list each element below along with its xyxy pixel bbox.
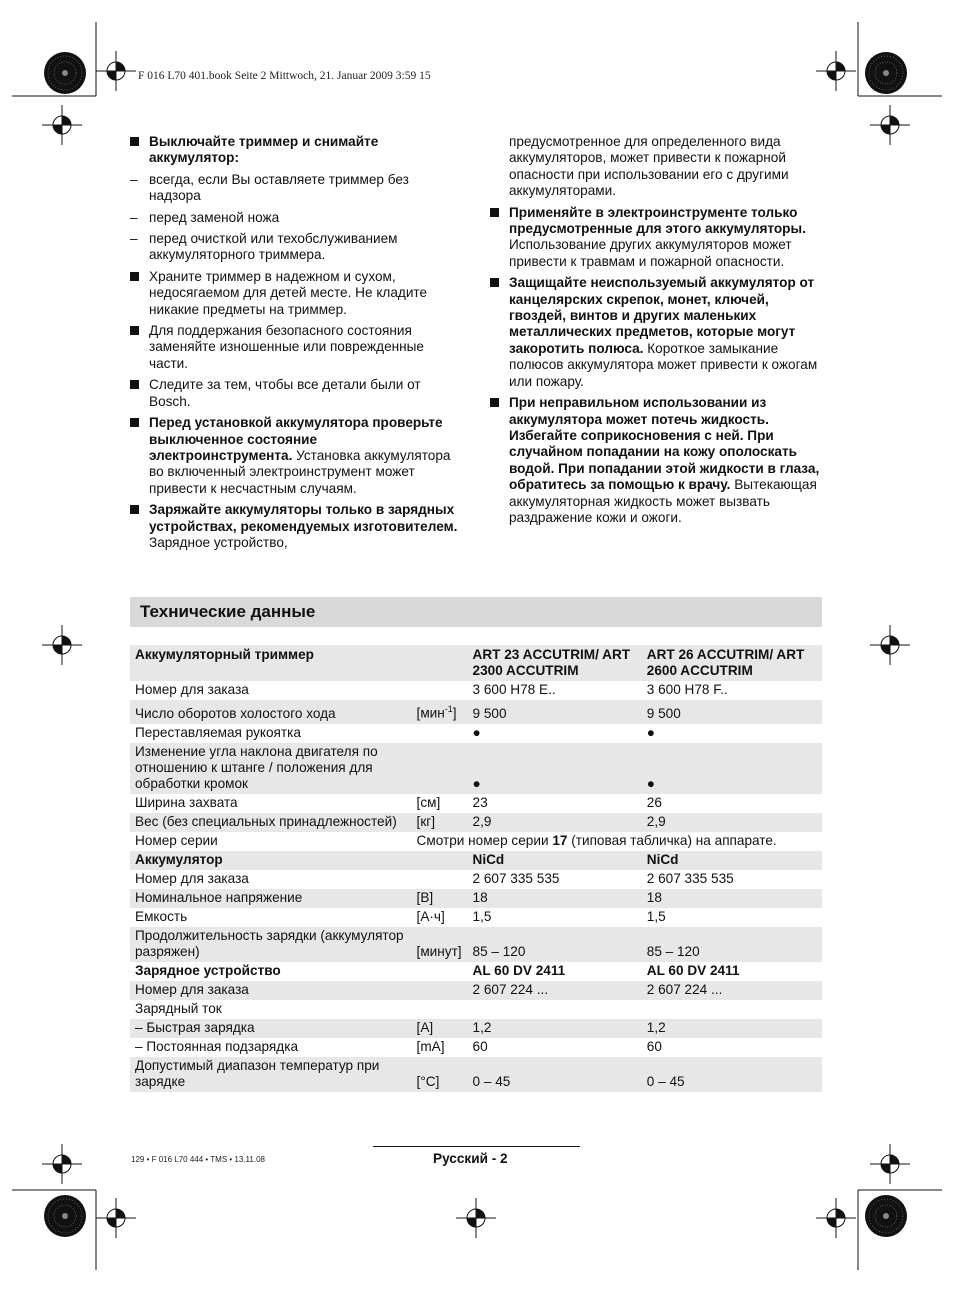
table-cell: 9 500: [642, 700, 822, 724]
table-cell: 2 607 335 535: [472, 870, 560, 886]
table-cell: – Постоянная подзарядка: [135, 1038, 299, 1054]
table-cell: 26: [646, 794, 662, 810]
table-cell: Число оборотов холостого хода: [130, 700, 412, 724]
table-cell: 60: [472, 1038, 488, 1054]
square-bullet-icon: [490, 208, 499, 217]
table-row: [130, 1019, 822, 1038]
table-cell: [412, 724, 468, 743]
table-cell: 3 600 H78 F..: [646, 682, 728, 697]
table-cell: 85 – 120: [468, 927, 642, 962]
dash-bullet: –: [130, 171, 138, 187]
crosshair-mark: [870, 105, 910, 145]
table-cell: ●: [646, 724, 655, 740]
square-bullet-icon: [490, 278, 499, 287]
page-number: Русский - 2: [433, 1151, 508, 1166]
table-row: [130, 1000, 822, 1019]
table-cell: AL 60 DV 2411: [472, 962, 566, 978]
bullet-item: [130, 323, 462, 372]
table-cell: [412, 981, 468, 1000]
dash-bullet: –: [130, 231, 138, 247]
square-bullet-icon: [130, 137, 139, 146]
table-cell: 1,2: [468, 1019, 642, 1038]
table-cell: NiCd: [468, 851, 642, 870]
table-row: [130, 681, 822, 700]
table-cell: [минут]: [412, 927, 468, 962]
table-cell: ●: [472, 724, 481, 740]
dash-text: всегда, если Вы оставляете триммер без надзора: [149, 171, 409, 204]
color-star-mark: [44, 1195, 86, 1237]
dash-item: [130, 231, 462, 264]
table-cell: ART 23 ACCUTRIM/ ART 2300 ACCUTRIM: [468, 645, 642, 681]
table-row: [130, 794, 822, 813]
table-row: [130, 832, 822, 851]
table-cell: 1,5: [646, 908, 666, 924]
crosshair-mark: [96, 1198, 136, 1238]
bullet-item: [490, 395, 823, 526]
table-cell: [412, 743, 468, 794]
table-cell: [А·ч]: [416, 908, 445, 924]
table-row: [130, 962, 822, 981]
table-cell: Номер для заказа: [135, 870, 249, 886]
table-cell: 2 607 335 535: [646, 870, 734, 886]
table-row: [130, 743, 822, 794]
table-row: [130, 645, 822, 681]
continued-text: [490, 134, 823, 200]
table-cell: [412, 700, 468, 724]
table-cell: [642, 1000, 822, 1019]
table-cell: [412, 645, 468, 681]
table-row: [130, 724, 822, 743]
unit-text: [мин: [416, 705, 445, 721]
table-cell: Емкость: [135, 908, 188, 924]
serial-text: (типовая табличка) на аппарате.: [567, 832, 777, 848]
table-cell: [кг]: [412, 813, 468, 832]
table-cell: 18: [468, 889, 642, 908]
bullet-item: [490, 205, 823, 271]
table-row: [130, 870, 822, 889]
bullet-item: [130, 134, 462, 167]
crosshair-mark: [870, 625, 910, 665]
table-cell: 85 – 120: [642, 927, 822, 962]
table-cell: Номер для заказа: [130, 981, 412, 1000]
table-row: [130, 851, 822, 870]
crosshair-mark: [42, 105, 82, 145]
table-cell: Переставляемая рукоятка: [135, 724, 301, 740]
color-star-mark: [865, 1195, 907, 1237]
square-bullet-icon: [130, 505, 139, 514]
bullet-bold-text: Выключайте триммер и снимайте аккумулятор:: [149, 134, 379, 166]
table-cell: [A]: [412, 1019, 468, 1038]
table-row: [130, 813, 822, 832]
crosshair-mark: [870, 1144, 910, 1184]
square-bullet-icon: [130, 418, 139, 427]
bullet-text: Следите за тем, чтобы все детали были от Bosch.: [149, 377, 421, 409]
table-cell: NiCd: [642, 851, 822, 870]
crosshair-mark: [816, 51, 856, 91]
right-column: [490, 134, 823, 531]
table-cell: Вес (без специальных принадлежностей): [130, 813, 412, 832]
table-cell: Изменение угла наклона двигателя по отношению к штанге / положения для обработки кромок: [130, 743, 412, 794]
square-bullet-icon: [490, 398, 499, 407]
color-star-mark: [865, 52, 907, 94]
bullet-bold-text: Перед установкой аккумулятора проверьте выключенное состояние электроинструмента.: [149, 415, 443, 463]
table-cell: [412, 1000, 468, 1019]
table-cell: 3 600 H78 E..: [472, 682, 556, 697]
paragraph-text: предусмотренное для определенного вида аккумуляторов, может привести к пожарной опасности при использовании его с другими аккумуляторами.: [509, 134, 789, 199]
table-cell: [412, 962, 468, 981]
unit-superscript: -1: [444, 704, 453, 714]
dash-bullet: –: [130, 209, 138, 225]
bullet-text: Установка аккумулятора во включенный электроинструмент может привести к несчастным случаям.: [149, 447, 451, 496]
crosshair-mark: [42, 1144, 82, 1184]
table-cell: [412, 870, 468, 889]
crosshair-mark: [816, 1198, 856, 1238]
section-title: Технические данные: [140, 602, 316, 621]
table-cell: ●: [642, 743, 822, 794]
table-row: [130, 927, 822, 962]
table-cell: Номер серии: [135, 832, 218, 848]
bullet-item: [130, 502, 462, 551]
bullet-text: Зарядное устройство,: [149, 534, 288, 550]
bullet-text: Храните триммер в надежном и сухом, недосягаемом для детей месте. Не кладите никакие предметы на триммер.: [149, 268, 428, 317]
bullet-text: Для поддержания безопасного состояния заменяйте изношенные или поврежденные части.: [149, 323, 424, 371]
table-row: [130, 700, 822, 724]
table-cell: [В]: [412, 889, 468, 908]
table-cell: Допустимый диапазон температур при зарядке: [130, 1057, 412, 1092]
bullet-text: Использование других аккумуляторов может привести к травмам и пожарной опасности.: [509, 237, 792, 269]
bullet-item: [490, 275, 823, 390]
dash-text: перед заменой ножа: [149, 209, 280, 225]
dash-item: [130, 172, 462, 205]
bullet-item: [130, 415, 462, 497]
table-cell: Зарядный ток: [135, 1000, 222, 1016]
footer-code: 129 • F 016 L70 444 • TMS • 13.11.08: [131, 1155, 265, 1164]
serial-ref: 17: [552, 832, 568, 848]
left-column: [130, 134, 462, 556]
table-cell: 23: [472, 794, 488, 810]
table-cell: 2,9: [468, 813, 642, 832]
table-row: [130, 1038, 822, 1057]
bullet-text: Вытекающая аккумуляторная жидкость может вызвать раздражение кожи и ожоги.: [509, 477, 817, 525]
table-cell: Номер для заказа: [135, 682, 249, 697]
table-cell: Продолжительность зарядки (аккумулятор разряжен): [130, 927, 412, 962]
bullet-item: [130, 377, 462, 410]
table-cell: ART 26 ACCUTRIM/ ART 2600 ACCUTRIM: [642, 645, 822, 681]
bullet-text: Короткое замыкание полюсов аккумулятора может привести к ожогам или пожару.: [509, 340, 818, 389]
section-header: [130, 597, 822, 627]
table-cell: ●: [468, 743, 642, 794]
unit-text: ]: [452, 705, 457, 721]
footer-rule: [373, 1146, 580, 1147]
print-header: F 016 L70 401.book Seite 2 Mittwoch, 21. Januar 2009 3:59 15: [138, 70, 431, 82]
crosshair-mark: [96, 51, 136, 91]
square-bullet-icon: [130, 272, 139, 281]
table-cell: 1,2: [642, 1019, 822, 1038]
table-cell: 2,9: [642, 813, 822, 832]
table-cell: Аккумулятор: [130, 851, 412, 870]
color-star-mark: [44, 52, 86, 94]
crosshair-mark: [456, 1198, 496, 1238]
bullet-bold-text: Защищайте неиспользуемый аккумулятор от канцелярских скрепок, монет, ключей, гвоздей, винтов и других маленьких металлических предметов, которые могут закоротить полюса.: [509, 275, 815, 356]
table-cell: [mA]: [416, 1038, 445, 1054]
dash-text: перед очисткой или техобслуживанием аккумуляторного триммера.: [149, 231, 398, 263]
table-cell: [412, 851, 468, 870]
table-cell: Номинальное напряжение: [130, 889, 412, 908]
table-cell: 1,5: [472, 908, 492, 924]
table-cell: 2 607 224 ...: [642, 981, 822, 1000]
bullet-bold-text: При неправильном использовании из аккумулятора может потечь жидкость. Избегайте соприкосновения с ней. При случайном попадании на кожу ополоскать водой. При попадании этой жидкости в глаза, обратитесь за помощью к врачу.: [509, 395, 820, 493]
square-bullet-icon: [130, 380, 139, 389]
table-cell: 18: [642, 889, 822, 908]
table-cell: Аккумуляторный триммер: [130, 645, 412, 681]
specs-table: [130, 645, 822, 1092]
table-cell: Зарядное устройство: [135, 962, 281, 978]
table-cell: – Быстрая зарядка: [130, 1019, 412, 1038]
table-row: [130, 981, 822, 1000]
table-cell: AL 60 DV 2411: [646, 962, 740, 978]
table-row: [130, 1057, 822, 1092]
serial-text: Смотри номер серии: [416, 832, 553, 848]
table-cell: [см]: [416, 794, 441, 810]
dash-item: [130, 210, 462, 226]
table-cell: [412, 681, 468, 700]
table-cell: Ширина захвата: [135, 794, 238, 810]
bullet-item: [130, 269, 462, 318]
table-cell: [412, 832, 822, 851]
table-cell: 0 – 45: [468, 1057, 642, 1092]
table-row: [130, 908, 822, 927]
table-cell: 2 607 224 ...: [468, 981, 642, 1000]
bullet-bold-text: Применяйте в электроинструменте только предусмотренные для этого аккумуляторы.: [509, 204, 806, 237]
table-cell: [°C]: [412, 1057, 468, 1092]
table-cell: [468, 1000, 642, 1019]
square-bullet-icon: [130, 326, 139, 335]
table-row: [130, 889, 822, 908]
table-cell: 60: [646, 1038, 662, 1054]
table-cell: 0 – 45: [642, 1057, 822, 1092]
bullet-bold-text: Заряжайте аккумуляторы только в зарядных устройствах, рекомендуемых изготовителем.: [149, 502, 458, 534]
crosshair-mark: [42, 625, 82, 665]
table-cell: 9 500: [468, 700, 642, 724]
